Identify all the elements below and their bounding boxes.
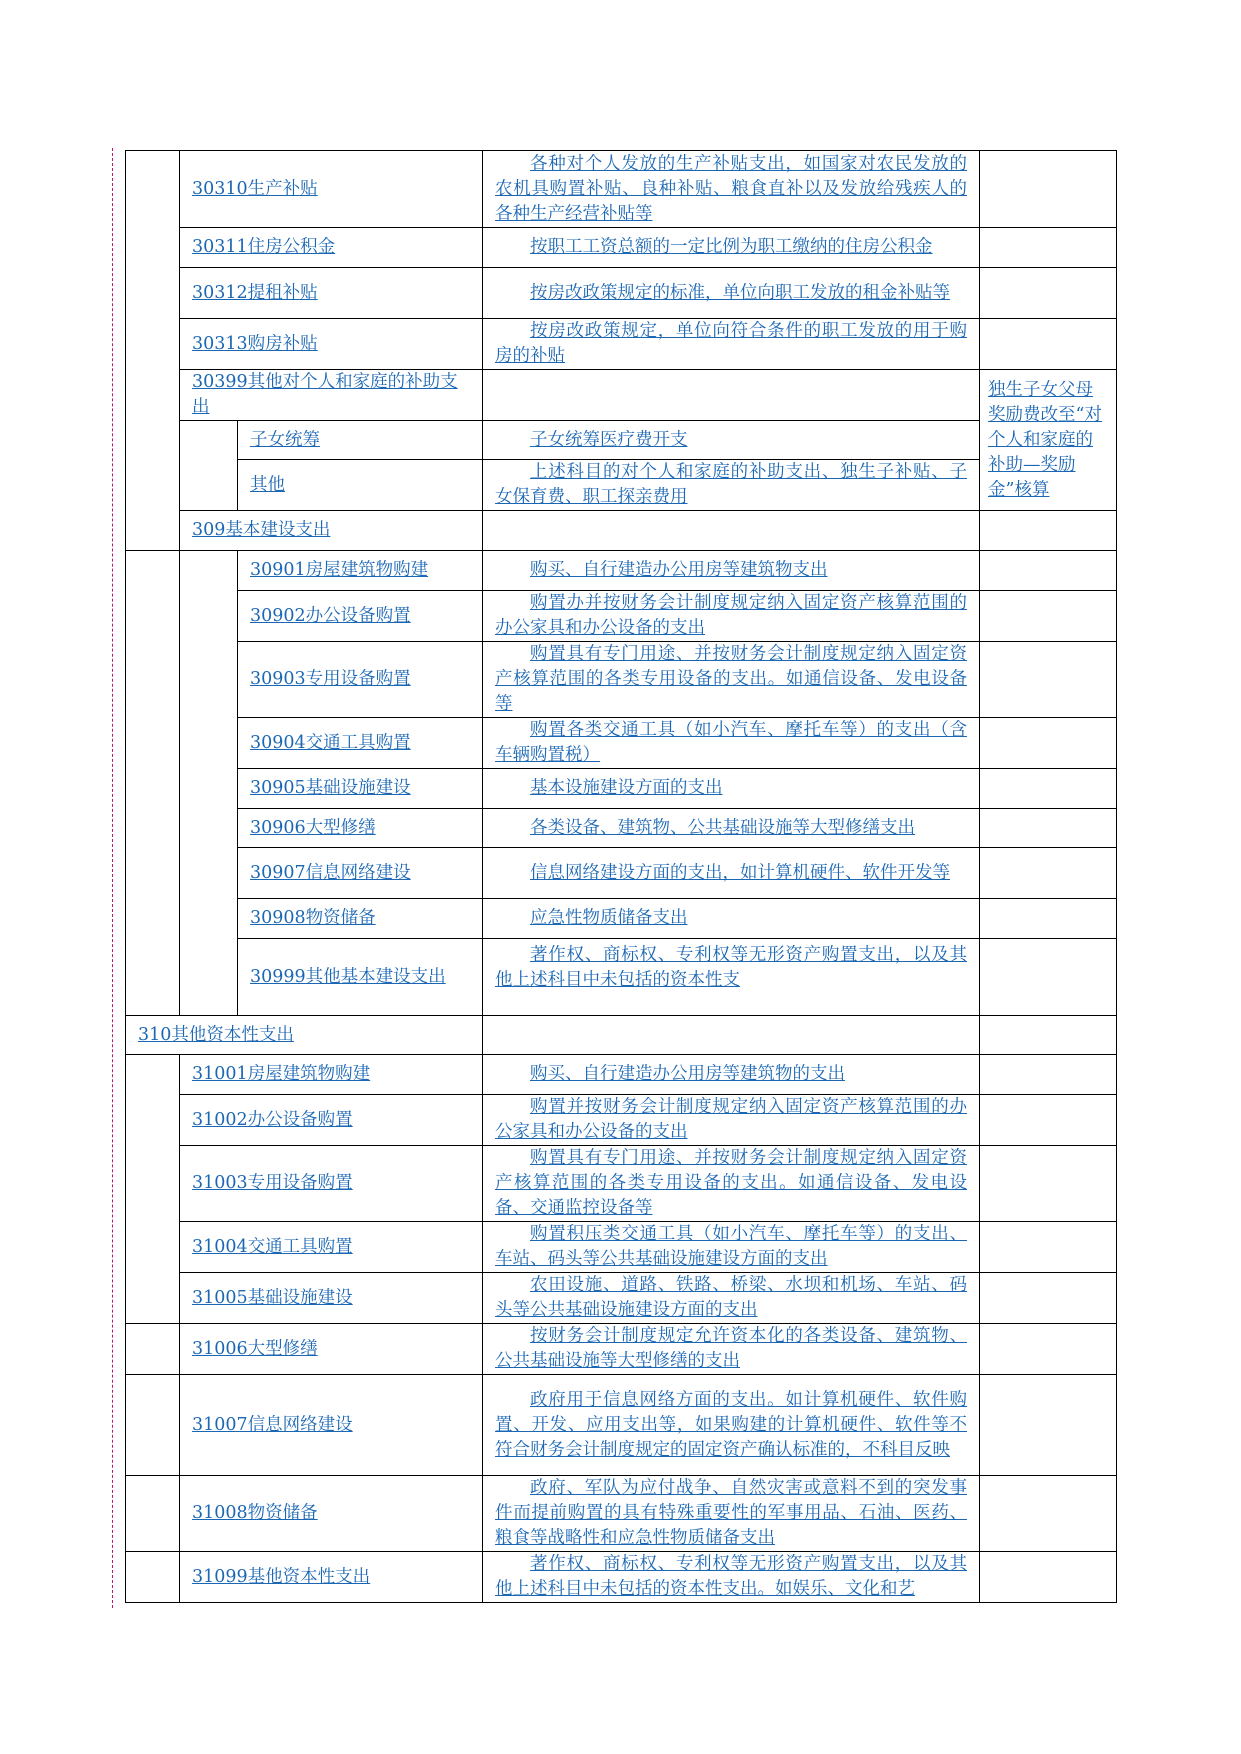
account-code-cell[interactable]: 31001房屋建筑物购建 bbox=[180, 1055, 483, 1095]
table-row bbox=[126, 1222, 1117, 1273]
account-description-cell[interactable]: 按房改政策规定的标准，单位向职工发放的租金补贴等 bbox=[483, 268, 980, 319]
account-code-cell[interactable]: 31006大型修缮 bbox=[180, 1324, 483, 1375]
account-description-cell[interactable]: 各种对个人发放的生产补贴支出，如国家对农民发放的农机具购置补贴、良种补贴、粮食直补以及发放给残疾人的各种生产经营补贴等 bbox=[483, 151, 980, 228]
remark-cell bbox=[980, 1222, 1117, 1273]
account-code-cell[interactable]: 31004交通工具购置 bbox=[180, 1222, 483, 1273]
account-code-cell[interactable]: 30903专用设备购置 bbox=[238, 642, 483, 718]
account-code-cell[interactable]: 30311住房公积金 bbox=[180, 228, 483, 268]
margin-marker-line bbox=[112, 148, 113, 1608]
remark-cell bbox=[980, 769, 1117, 809]
spacer-cell bbox=[126, 1324, 180, 1375]
account-code-cell[interactable]: 30999其他基本建设支出 bbox=[238, 939, 483, 1016]
account-description-cell[interactable]: 购置具有专门用途、并按财务会计制度规定纳入固定资产核算范围的各类专用设备的支出。如通信设备、发电设备、交通监控设备等 bbox=[483, 1146, 980, 1222]
account-description-cell[interactable]: 购置各类交通工具（如小汽车、摩托车等）的支出（含车辆购置税） bbox=[483, 718, 980, 769]
account-description-cell bbox=[483, 511, 980, 551]
account-description-cell[interactable]: 按房改政策规定，单位向符合条件的职工发放的用于购房的补贴 bbox=[483, 319, 980, 370]
remark-cell bbox=[980, 1146, 1117, 1222]
remark-note[interactable]: 独生子女父母奖励费改至“对个人和家庭的补助—奖励金”核算 bbox=[988, 379, 1102, 500]
remark-cell bbox=[980, 151, 1117, 228]
remark-cell bbox=[980, 848, 1117, 899]
remark-cell bbox=[980, 1476, 1117, 1552]
table-row bbox=[126, 769, 1117, 809]
account-description-cell[interactable]: 按财务会计制度规定允许资本化的各类设备、建筑物、公共基础设施等大型修缮的支出 bbox=[483, 1324, 980, 1375]
account-description-cell[interactable]: 政府用于信息网络方面的支出。如计算机硬件、软件购置、开发、应用支出等，如果购建的计算机硬件、软件等不符合财务会计制度规定的固定资产确认标准的，不科目反映 bbox=[483, 1375, 980, 1476]
spacer-cell bbox=[126, 1375, 180, 1476]
remark-cell bbox=[980, 718, 1117, 769]
remark-cell bbox=[980, 511, 1117, 551]
table-row bbox=[126, 1016, 1117, 1055]
account-description-cell[interactable]: 购置并按财务会计制度规定纳入固定资产核算范围的办公家具和办公设备的支出 bbox=[483, 1095, 980, 1146]
account-code-cell[interactable]: 31099基他资本性支出 bbox=[180, 1552, 483, 1603]
account-description-cell[interactable]: 应急性物质储备支出 bbox=[483, 899, 980, 939]
table-row bbox=[126, 718, 1117, 769]
account-description-cell[interactable]: 购置办并按财务会计制度规定纳入固定资产核算范围的办公家具和办公设备的支出 bbox=[483, 591, 980, 642]
table-row bbox=[126, 551, 1117, 591]
remark-cell bbox=[980, 1016, 1117, 1055]
table-row bbox=[126, 809, 1117, 848]
table-row bbox=[126, 848, 1117, 899]
remark-cell bbox=[980, 591, 1117, 642]
remark-cell bbox=[980, 228, 1117, 268]
account-code-cell[interactable]: 30310生产补贴 bbox=[180, 151, 483, 228]
account-description-cell[interactable]: 购买、自行建造办公用房等建筑物支出 bbox=[483, 551, 980, 591]
account-description-cell bbox=[483, 1016, 980, 1055]
account-description-cell[interactable]: 信息网络建设方面的支出，如计算机硬件、软件开发等 bbox=[483, 848, 980, 899]
account-code-cell[interactable]: 31005基础设施建设 bbox=[180, 1273, 483, 1324]
spacer-cell bbox=[126, 1055, 180, 1324]
remark-cell bbox=[980, 1095, 1117, 1146]
remark-cell bbox=[980, 1273, 1117, 1324]
account-description-cell[interactable]: 购买、自行建造办公用房等建筑物的支出 bbox=[483, 1055, 980, 1095]
account-description-cell[interactable]: 农田设施、道路、铁路、桥梁、水坝和机场、车站、码头等公共基础设施建设方面的支出 bbox=[483, 1273, 980, 1324]
table-row bbox=[126, 511, 1117, 551]
table-row bbox=[126, 319, 1117, 370]
account-description-cell[interactable]: 购置具有专门用途、并按财务会计制度规定纳入固定资产核算范围的各类专用设备的支出。如通信设备、发电设备等 bbox=[483, 642, 980, 718]
table-row bbox=[126, 1375, 1117, 1476]
table-row bbox=[126, 1055, 1117, 1095]
account-code-cell[interactable]: 310其他资本性支出 bbox=[126, 1016, 483, 1055]
spacer-cell bbox=[126, 551, 180, 1016]
account-code-cell[interactable]: 30907信息网络建设 bbox=[238, 848, 483, 899]
account-description-cell[interactable]: 著作权、商标权、专利权等无形资产购置支出，以及其他上述科目中未包括的资本性支 bbox=[483, 939, 980, 1016]
account-code-cell[interactable]: 30312提租补贴 bbox=[180, 268, 483, 319]
table-row bbox=[126, 1552, 1117, 1603]
account-code-cell[interactable]: 子女统筹 bbox=[238, 421, 483, 460]
account-description-cell[interactable]: 子女统筹医疗费开支 bbox=[483, 421, 980, 460]
account-description-cell[interactable]: 著作权、商标权、专利权等无形资产购置支出，以及其他上述科目中未包括的资本性支出。如娱乐、文化和艺 bbox=[483, 1552, 980, 1603]
table-row bbox=[126, 939, 1117, 1016]
table-row bbox=[126, 1476, 1117, 1552]
account-description-cell[interactable]: 购置积压类交通工具（如小汽车、摩托车等）的支出、车站、码头等公共基础设施建设方面的支出 bbox=[483, 1222, 980, 1273]
table-row bbox=[126, 151, 1117, 228]
remark-cell bbox=[980, 1375, 1117, 1476]
account-code-cell[interactable]: 309基本建设支出 bbox=[180, 511, 483, 551]
account-code-cell[interactable]: 30908物资储备 bbox=[238, 899, 483, 939]
account-description-cell bbox=[483, 370, 980, 421]
table-row bbox=[126, 228, 1117, 268]
account-code-cell[interactable]: 30902办公设备购置 bbox=[238, 591, 483, 642]
remark-cell bbox=[980, 1055, 1117, 1095]
account-code-cell[interactable]: 31002办公设备购置 bbox=[180, 1095, 483, 1146]
table-row bbox=[126, 591, 1117, 642]
table-row bbox=[126, 642, 1117, 718]
remark-cell bbox=[980, 809, 1117, 848]
account-code-cell[interactable]: 31007信息网络建设 bbox=[180, 1375, 483, 1476]
account-code-cell[interactable]: 30904交通工具购置 bbox=[238, 718, 483, 769]
remark-cell bbox=[980, 1324, 1117, 1375]
account-code-cell[interactable]: 30313购房补贴 bbox=[180, 319, 483, 370]
spacer-cell bbox=[180, 421, 238, 511]
table-row bbox=[126, 421, 1117, 460]
account-description-cell[interactable]: 政府、军队为应付战争、自然灾害或意料不到的突发事件而提前购置的具有特殊重要性的军事用品、石油、医药、粮食等战略性和应急性物质储备支出 bbox=[483, 1476, 980, 1552]
account-description-cell[interactable]: 各类设备、建筑物、公共基础设施等大型修缮支出 bbox=[483, 809, 980, 848]
remark-note-cell[interactable] bbox=[980, 370, 1117, 511]
account-description-cell[interactable]: 上述科目的对个人和家庭的补助支出、独生子补贴、子女保育费、职工探亲费用 bbox=[483, 460, 980, 511]
spacer-cell bbox=[126, 1476, 180, 1552]
account-code-cell[interactable]: 其他 bbox=[238, 460, 483, 511]
table-row bbox=[126, 268, 1117, 319]
account-code-cell[interactable]: 30906大型修缮 bbox=[238, 809, 483, 848]
account-code-cell[interactable]: 30399其他对个人和家庭的补助支出 bbox=[180, 370, 483, 421]
table-row bbox=[126, 1324, 1117, 1375]
table-row bbox=[126, 370, 1117, 421]
account-description-cell[interactable]: 基本设施建设方面的支出 bbox=[483, 769, 980, 809]
account-code-cell[interactable]: 31003专用设备购置 bbox=[180, 1146, 483, 1222]
account-code-cell[interactable]: 30901房屋建筑物购建 bbox=[238, 551, 483, 591]
table-row bbox=[126, 899, 1117, 939]
remark-cell bbox=[980, 939, 1117, 1016]
spacer-cell bbox=[126, 151, 180, 551]
expense-classification-table bbox=[125, 150, 1117, 1603]
account-description-cell[interactable]: 按职工工资总额的一定比例为职工缴纳的住房公积金 bbox=[483, 228, 980, 268]
table-row bbox=[126, 1095, 1117, 1146]
remark-cell bbox=[980, 551, 1117, 591]
account-code-cell[interactable]: 31008物资储备 bbox=[180, 1476, 483, 1552]
remark-cell bbox=[980, 319, 1117, 370]
account-code-cell[interactable]: 30905基础设施建设 bbox=[238, 769, 483, 809]
table-row bbox=[126, 460, 1117, 511]
table-row bbox=[126, 1146, 1117, 1222]
remark-cell bbox=[980, 268, 1117, 319]
remark-cell bbox=[980, 899, 1117, 939]
table-row bbox=[126, 1273, 1117, 1324]
spacer-cell bbox=[180, 551, 238, 1016]
spacer-cell bbox=[126, 1552, 180, 1603]
remark-cell bbox=[980, 1552, 1117, 1603]
remark-cell bbox=[980, 642, 1117, 718]
